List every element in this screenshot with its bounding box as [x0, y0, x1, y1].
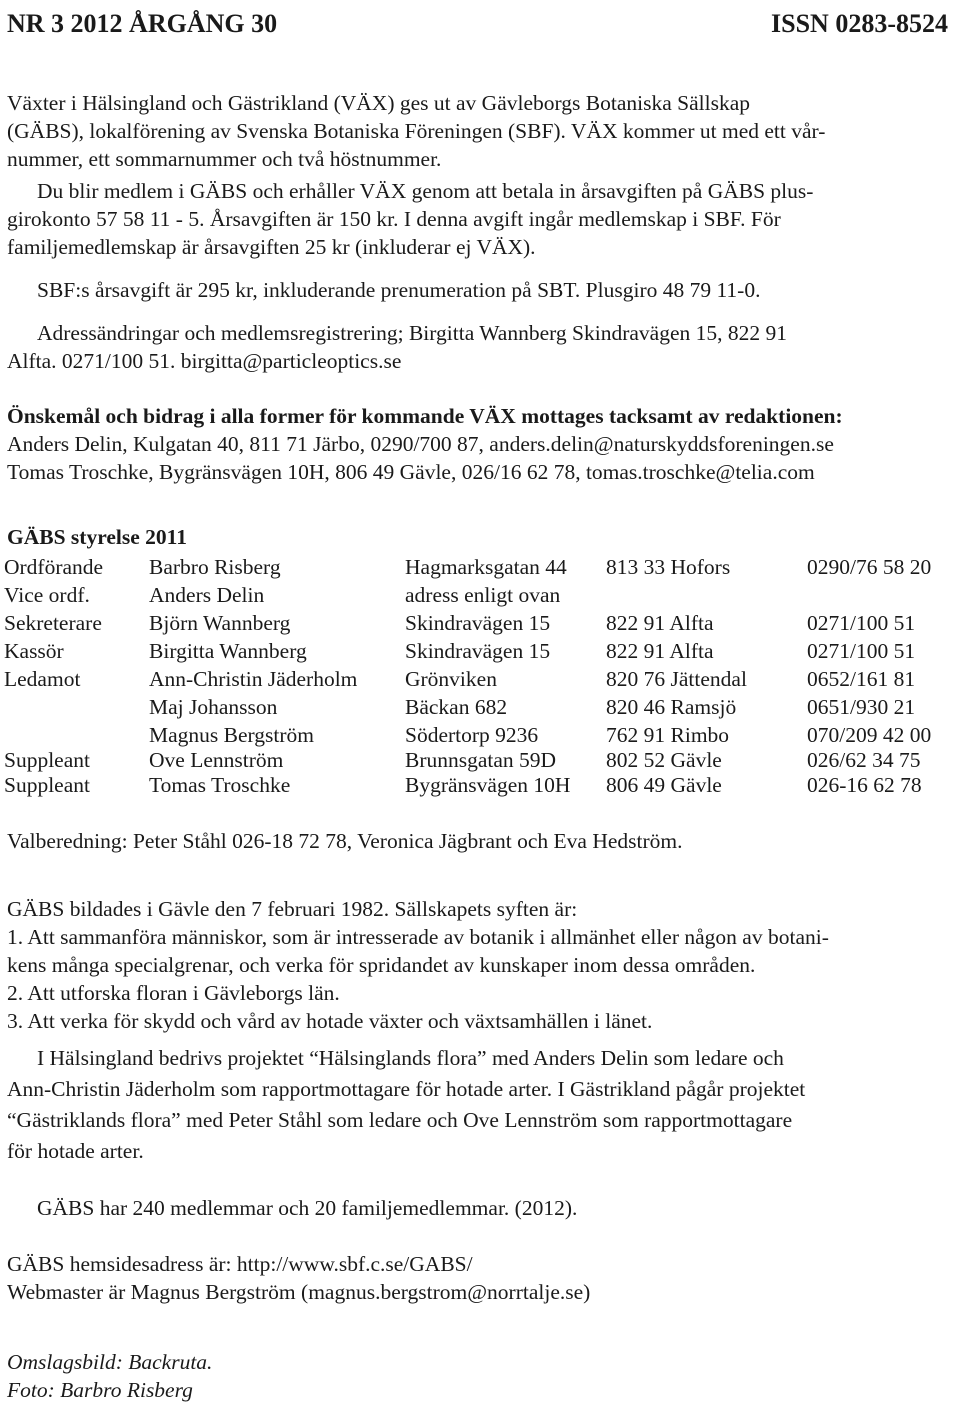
intro-line: Växter i Hälsingland och Gästrikland (VÄX) ges ut av Gävleborgs Botaniska Sällskap	[7, 91, 750, 115]
table-row	[0, 637, 960, 665]
purpose-line: kens många specialgrenar, och verka för spridandet av kunskaper inom dessa områden.	[7, 953, 756, 977]
projects-line: Ann-Christin Jäderholm som rapportmottagare för hotade arter. I Gästrikland pågår projektet	[7, 1077, 806, 1101]
postal-cell: 820 76 Jättendal	[606, 667, 747, 691]
table-row	[0, 609, 960, 637]
masthead	[0, 0, 960, 48]
role-cell: Suppleant	[4, 773, 90, 797]
name-cell: Tomas Troschke	[149, 773, 291, 797]
name-cell: Ann-Christin Jäderholm	[149, 667, 358, 691]
phone-cell: 0651/930 21	[807, 695, 916, 719]
postal-cell: 802 52 Gävle	[606, 748, 722, 772]
street-cell: Hagmarksgatan 44	[405, 555, 567, 579]
postal-cell: 822 91 Alfta	[606, 611, 714, 635]
issue-number: NR 3 2012 ÅRGÅNG 30	[7, 9, 278, 38]
table-row	[0, 581, 960, 609]
sbf-fee-line: SBF:s årsavgift är 295 kr, inkluderande prenumeration på SBT. Plusgiro 48 79 11-0.	[37, 278, 761, 302]
table-row	[0, 693, 960, 721]
name-cell: Anders Delin	[149, 583, 265, 607]
postal-cell: 806 49 Gävle	[606, 773, 722, 797]
street-cell: adress enligt ovan	[405, 583, 561, 607]
street-cell: Skindravägen 15	[405, 611, 551, 635]
street-cell: Södertorp 9236	[405, 723, 539, 747]
phone-cell: 0652/161 81	[807, 667, 916, 691]
founded-line: GÄBS bildades i Gävle den 7 februari 1982. Sällskapets syften är:	[7, 897, 578, 921]
name-cell: Björn Wannberg	[149, 611, 291, 635]
webmaster-line: Webmaster är Magnus Bergström (magnus.bergstrom@norrtalje.se)	[7, 1280, 591, 1304]
postal-cell: 820 46 Ramsjö	[606, 695, 737, 719]
role-cell: Ledamot	[4, 667, 81, 691]
table-row	[0, 721, 960, 749]
name-cell: Magnus Bergström	[149, 723, 315, 747]
name-cell: Barbro Risberg	[149, 555, 281, 579]
member-count: GÄBS har 240 medlemmar och 20 familjemedlemmar. (2012).	[37, 1196, 578, 1220]
street-cell: Brunnsgatan 59D	[405, 748, 557, 772]
membership-line: Du blir medlem i GÄBS och erhåller VÄX genom att betala in årsavgiften på GÄBS plus-	[37, 179, 814, 203]
postal-cell: 822 91 Alfta	[606, 639, 714, 663]
table-row	[0, 746, 960, 774]
role-cell: Suppleant	[4, 748, 90, 772]
table-row	[0, 553, 960, 581]
role-cell: Ordförande	[4, 555, 104, 579]
issn: ISSN 0283-8524	[771, 9, 948, 38]
postal-cell: 762 91 Rimbo	[606, 723, 730, 747]
intro-line: nummer, ett sommarnummer och två höstnummer.	[7, 147, 442, 171]
photo-credit: Foto: Barbro Risberg	[7, 1378, 193, 1402]
board-title: GÄBS styrelse 2011	[7, 525, 187, 549]
purpose-line: 2. Att utforska floran i Gävleborgs län.	[7, 981, 340, 1005]
table-row	[0, 771, 960, 799]
name-cell: Maj Johansson	[149, 695, 278, 719]
projects-line: “Gästriklands flora” med Peter Ståhl som ledare och Ove Lennström som rapportmottagare	[7, 1108, 793, 1132]
wishes-heading: Önskemål och bidrag i alla former för kommande VÄX mottages tacksamt av redaktionen:	[7, 404, 843, 428]
intro-line: (GÄBS), lokalförening av Svenska Botaniska Föreningen (SBF). VÄX kommer ut med ett vår-	[7, 119, 826, 143]
address-change-line: Adressändringar och medlemsregistrering; Birgitta Wannberg Skindravägen 15, 822 91	[37, 321, 788, 345]
phone-cell: 026/62 34 75	[807, 748, 921, 772]
projects-line: I Hälsingland bedrivs projektet “Hälsinglands flora” med Anders Delin som ledare och	[37, 1046, 784, 1070]
membership-line: girokonto 57 58 11 - 5. Årsavgiften är 150 kr. I denna avgift ingår medlemskap i SBF. För	[7, 207, 781, 231]
table-row	[0, 665, 960, 693]
street-cell: Bäckan 682	[405, 695, 508, 719]
phone-cell: 0290/76 58 20	[807, 555, 932, 579]
name-cell: Ove Lennström	[149, 748, 284, 772]
street-cell: Bygränsvägen 10H	[405, 773, 571, 797]
role-cell: Vice ordf.	[4, 583, 90, 607]
phone-cell: 070/209 42 00	[807, 723, 932, 747]
phone-cell: 026-16 62 78	[807, 773, 922, 797]
editor-contact: Anders Delin, Kulgatan 40, 811 71 Järbo, 0290/700 87, anders.delin@naturskyddsforeningen.se	[7, 432, 834, 456]
phone-cell: 0271/100 51	[807, 611, 916, 635]
role-cell: Sekreterare	[4, 611, 102, 635]
editor-contact: Tomas Troschke, Bygränsvägen 10H, 806 49 Gävle, 026/16 62 78, tomas.troschke@telia.com	[7, 460, 815, 484]
address-change-line: Alfta. 0271/100 51. birgitta@particleoptics.se	[7, 349, 402, 373]
membership-line: familjemedlemskap är årsavgiften 25 kr (inkluderar ej VÄX).	[7, 235, 536, 259]
name-cell: Birgitta Wannberg	[149, 639, 307, 663]
street-cell: Grönviken	[405, 667, 497, 691]
role-cell: Kassör	[4, 639, 64, 663]
purpose-line: 3. Att verka för skydd och vård av hotade växter och växtsamhällen i länet.	[7, 1009, 653, 1033]
website-line: GÄBS hemsidesadress är: http://www.sbf.c.se/GABS/	[7, 1252, 473, 1276]
postal-cell: 813 33 Hofors	[606, 555, 731, 579]
projects-line: för hotade arter.	[7, 1139, 144, 1163]
phone-cell: 0271/100 51	[807, 639, 916, 663]
street-cell: Skindravägen 15	[405, 639, 551, 663]
cover-caption: Omslagsbild: Backruta.	[7, 1350, 213, 1374]
purpose-line: 1. Att sammanföra människor, som är intresserade av botanik i allmänhet eller någon av botani-	[7, 925, 829, 949]
nominating-committee: Valberedning: Peter Ståhl 026-18 72 78, Veronica Jägbrant och Eva Hedström.	[7, 829, 683, 853]
